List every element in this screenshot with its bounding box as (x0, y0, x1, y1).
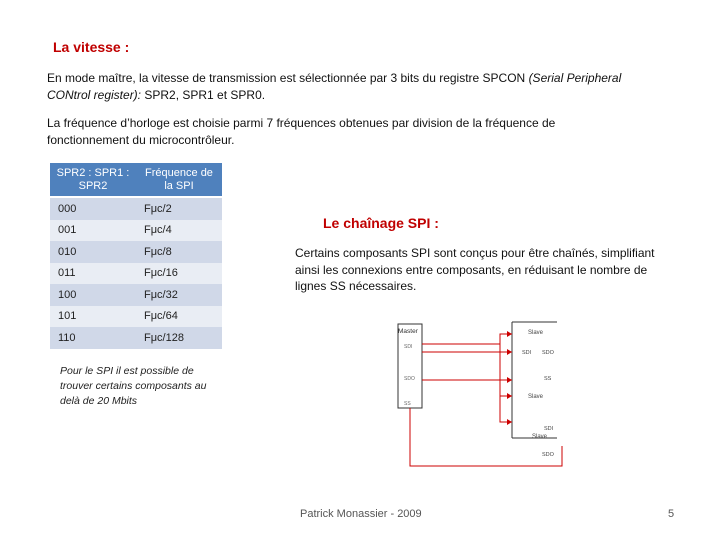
table-cell-freq: Fμc/8 (136, 241, 222, 263)
table-cell-spr: 001 (50, 220, 136, 242)
section-title-vitesse: La vitesse : (53, 39, 130, 55)
arrow-icon (507, 377, 512, 383)
footer-author: Patrick Monassier - 2009 (300, 508, 422, 520)
master-label: Master (398, 328, 418, 335)
slave-3-sdi-label: SDI (544, 426, 554, 432)
table-cell-spr: 011 (50, 263, 136, 285)
table-cell-spr: 100 (50, 284, 136, 306)
table-header-row (50, 163, 222, 197)
paragraph-chainage: Certains composants SPI sont conçus pour être chaînés, simplifiant ainsi les connexions entre composants, en réduisant le nombre de lignes SS nécessaires. (295, 246, 655, 293)
arrow-icon (507, 393, 512, 399)
table-cell-spr: 110 (50, 327, 136, 349)
slave-1-sdo-label: SDO (542, 350, 554, 356)
note-20-mbits: Pour le SPI il est possible de trouver certains composants au delà de 20 Mbits (60, 365, 207, 407)
table-row (50, 284, 222, 306)
table-cell-freq: Fμc/64 (136, 306, 222, 328)
section-title-chainage: Le chaînage SPI : (323, 215, 439, 231)
wire-clock (422, 334, 512, 344)
slave-2-label: Slave (528, 394, 544, 400)
table-cell-spr: 101 (50, 306, 136, 328)
master-sdo-label: SDO (404, 376, 415, 382)
slave-2-ss-label: SS (544, 376, 552, 382)
paragraph-frequence: La fréquence d’horloge est choisie parmi 7 fréquences obtenues par division de la fréquence de fonctionnement du microcontrôleur. (47, 116, 556, 147)
paragraph-vitesse-part2: SPR2, SPR1 et SPR0. (141, 88, 266, 102)
arrow-icon (507, 331, 512, 337)
table-row (50, 306, 222, 328)
spi-daisy-chain-diagram (392, 318, 572, 468)
table-header-frequence: Fréquence de la SPI (136, 163, 222, 197)
master-box (398, 324, 422, 408)
table-cell-spr: 000 (50, 197, 136, 220)
arrow-icon (507, 419, 512, 425)
table-header-spr: SPR2 : SPR1 : SPR2 (50, 163, 136, 197)
table-row (50, 241, 222, 263)
table-cell-freq: Fμc/4 (136, 220, 222, 242)
table-row (50, 263, 222, 285)
master-sdi-label: SDI (404, 344, 413, 350)
table-cell-freq: Fμc/32 (136, 284, 222, 306)
slave-1-sdi-label: SDI (522, 350, 532, 356)
table-row (50, 197, 222, 220)
page-number: 5 (668, 508, 675, 520)
table-row (50, 327, 222, 349)
table-cell-freq: Fμc/2 (136, 197, 222, 220)
wire-clock-down (500, 344, 512, 422)
slave-1-label: Slave (528, 330, 544, 336)
slave-3-sdo-label: SDO (542, 452, 554, 458)
spr-frequency-table (50, 163, 222, 349)
table-cell-spr: 010 (50, 241, 136, 263)
table-row (50, 220, 222, 242)
table-cell-freq: Fμc/128 (136, 327, 222, 349)
paragraph-vitesse-part1: En mode maître, la vitesse de transmission est sélectionnée par 3 bits du registre SPCON (47, 71, 529, 85)
slave-3-label: Slave (532, 434, 548, 440)
paragraph-vitesse-italic: (Serial Peripheral CONtrol register): (47, 71, 622, 102)
arrow-icon (507, 349, 512, 355)
master-ss-label: SS (404, 401, 411, 407)
paragraph-vitesse (47, 70, 647, 104)
table-cell-freq: Fμc/16 (136, 263, 222, 285)
